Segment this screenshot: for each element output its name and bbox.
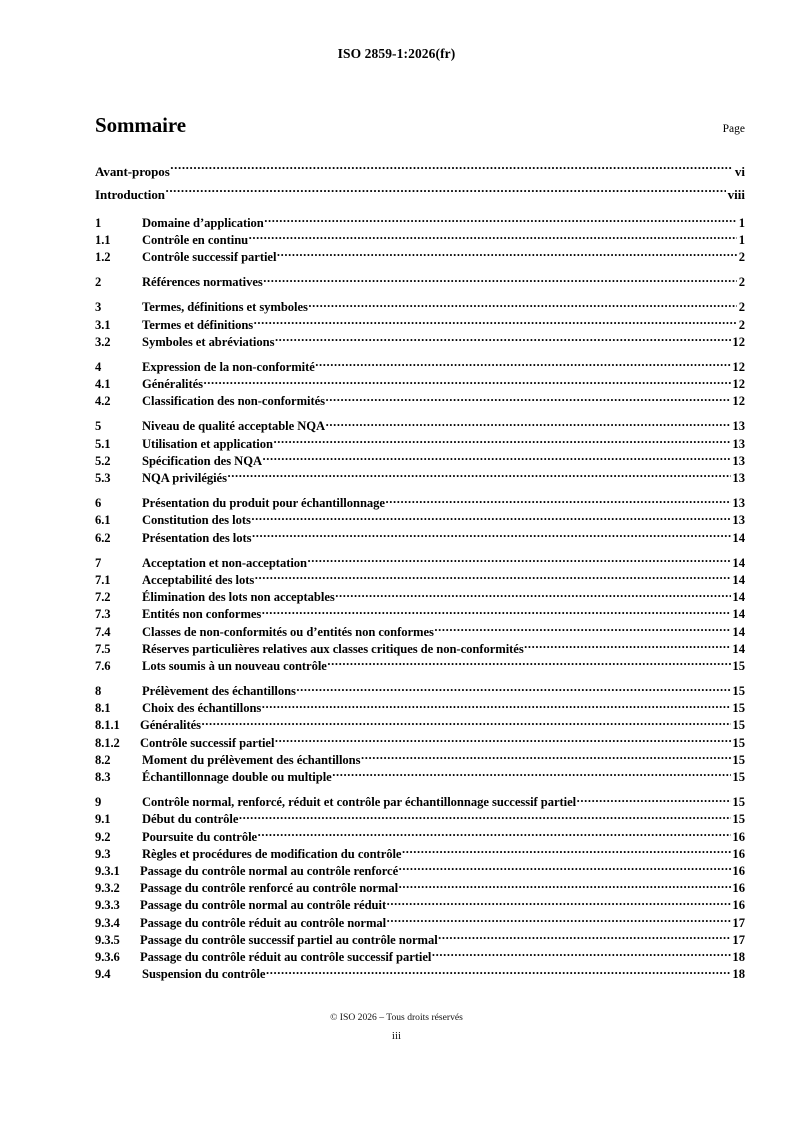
toc-dot-leader xyxy=(387,897,731,910)
toc-entry[interactable] xyxy=(95,333,745,350)
toc-entry[interactable] xyxy=(95,606,745,623)
toc-dot-leader xyxy=(387,914,731,927)
toc-entry-page: 1 xyxy=(738,215,745,230)
toc-entry[interactable] xyxy=(95,495,745,512)
toc-entry[interactable] xyxy=(95,589,745,606)
toc-dot-leader xyxy=(275,734,731,747)
toc-entry-title: Règles et procédures de modification du contrôle xyxy=(142,846,402,861)
toc-dot-leader xyxy=(438,931,731,944)
toc-entry[interactable] xyxy=(95,717,745,734)
toc-entry-page: 18 xyxy=(732,967,745,982)
toc-dot-leader xyxy=(252,529,731,542)
toc-entry-number: 7.3 xyxy=(95,607,111,622)
toc-entry-number: 6 xyxy=(95,496,102,511)
toc-entry[interactable] xyxy=(95,914,745,931)
toc-entry[interactable] xyxy=(95,214,745,231)
toc-entry-number: 6.1 xyxy=(95,513,111,528)
toc-entry-number: 7.6 xyxy=(95,658,111,673)
toc-entry-number: 7.1 xyxy=(95,572,111,587)
toc-entry-title: Constitution des lots xyxy=(142,513,251,528)
toc-entry-number: 6.2 xyxy=(95,530,111,545)
toc-entry[interactable] xyxy=(95,554,745,571)
toc-dot-leader xyxy=(251,512,731,525)
toc-entry-number: 8.1.1 xyxy=(95,718,120,733)
toc-entry[interactable] xyxy=(95,248,745,265)
toc-entry-page: 17 xyxy=(732,915,745,930)
toc-entry-number: 4 xyxy=(95,359,102,374)
toc-entry-page: 15 xyxy=(732,684,745,699)
toc-entry-number: 9.3.2 xyxy=(95,881,120,896)
toc-entry[interactable] xyxy=(95,880,745,897)
toc-entry-page: 14 xyxy=(732,530,745,545)
toc-dot-leader xyxy=(335,589,731,602)
toc-entry-number: 8.3 xyxy=(95,770,111,785)
toc-entry-number: 9.3.5 xyxy=(95,932,120,947)
toc-entry-title: Spécification des NQA xyxy=(142,453,262,468)
toc-entry-page: 15 xyxy=(732,735,745,750)
toc-dot-leader xyxy=(432,948,731,961)
footer-page-number: iii xyxy=(391,1030,402,1042)
toc-entry-title: Passage du contrôle renforcé au contrôle normal xyxy=(140,881,399,896)
toc-entry-page: 13 xyxy=(732,453,745,468)
toc-entry[interactable] xyxy=(95,571,745,588)
toc-dot-leader xyxy=(262,606,731,619)
toc-entry-page: 18 xyxy=(732,949,745,964)
toc-entry-title: Classification des non-conformités xyxy=(142,394,326,409)
toc-entry-number: 3.2 xyxy=(95,334,111,349)
toc-entry-number: 9.3.3 xyxy=(95,898,120,913)
toc-dot-leader xyxy=(434,623,731,636)
toc-entry[interactable] xyxy=(95,469,745,486)
toc-entry-title: Passage du contrôle normal au contrôle réduit xyxy=(140,898,387,913)
toc-dot-leader xyxy=(326,418,731,431)
toc-entry-number: 4.2 xyxy=(95,394,111,409)
toc-entry-number: 8 xyxy=(95,684,102,699)
toc-entry[interactable] xyxy=(95,623,745,640)
toc-entry-page: 14 xyxy=(732,590,745,605)
toc-entry-title: Niveau de qualité acceptable NQA xyxy=(142,419,326,434)
toc-entry-title: Termes, définitions et symboles xyxy=(142,300,308,315)
toc-entry-title: Acceptation et non-acceptation xyxy=(142,555,307,570)
toc-dot-leader xyxy=(402,845,731,858)
toc-dot-leader xyxy=(239,811,731,824)
toc-entry-page: 16 xyxy=(732,846,745,861)
toc-entry-title: Prélèvement des échantillons xyxy=(142,684,296,699)
toc-entry-title: Suspension du contrôle xyxy=(142,967,266,982)
toc-entry-page: 17 xyxy=(732,932,745,947)
toc-dot-leader xyxy=(165,186,726,199)
toc-entry-page: 12 xyxy=(732,394,745,409)
toc-dot-leader xyxy=(262,700,731,713)
toc-entry-number: 9 xyxy=(95,795,102,810)
toc-entry-title: Passage du contrôle successif partiel au contrôle normal xyxy=(140,932,438,947)
toc-entry-title: Introduction xyxy=(95,187,165,202)
toc-entry-page: 15 xyxy=(732,701,745,716)
toc-entry-title: Passage du contrôle réduit au contrôle normal xyxy=(140,915,387,930)
toc-entry-page: 13 xyxy=(732,436,745,451)
toc-entry-title: NQA privilégiés xyxy=(142,471,227,486)
toc-entry[interactable] xyxy=(95,700,745,717)
toc-entry-page: 1 xyxy=(738,232,745,247)
toc-dot-leader xyxy=(327,657,731,670)
toc-entry-number: 9.3.6 xyxy=(95,949,120,964)
page-title: Sommaire xyxy=(95,113,186,137)
toc-entry[interactable] xyxy=(95,376,745,393)
toc-entry-title: Passage du contrôle normal au contrôle renforcé xyxy=(140,863,399,878)
toc-entry-title: Avant-propos xyxy=(95,164,170,179)
toc-entry-title: Présentation des lots xyxy=(142,530,252,545)
toc-entry-title: Passage du contrôle réduit au contrôle successif partiel xyxy=(140,949,432,964)
toc-entry-page: 12 xyxy=(732,359,745,374)
toc-entry[interactable] xyxy=(95,768,745,785)
toc-entry[interactable] xyxy=(95,393,745,410)
toc-entry-number: 3 xyxy=(95,300,102,315)
page-column-label: Page xyxy=(722,123,745,135)
toc-entry-title: Généralités xyxy=(140,718,201,733)
table-of-contents xyxy=(95,160,745,983)
toc-entry-number: 5.2 xyxy=(95,453,111,468)
toc-entry-page: viii xyxy=(727,187,745,202)
toc-entry-number: 5.1 xyxy=(95,436,111,451)
toc-title-row xyxy=(95,113,745,138)
toc-dot-leader xyxy=(275,333,731,346)
toc-entry-page: 15 xyxy=(732,770,745,785)
toc-entry[interactable] xyxy=(95,231,745,248)
toc-dot-leader xyxy=(202,717,731,730)
toc-entry[interactable] xyxy=(95,418,745,435)
toc-dot-leader xyxy=(332,768,731,781)
toc-entry-title: Entités non conformes xyxy=(142,607,262,622)
toc-entry[interactable] xyxy=(95,316,745,333)
toc-entry-page: 12 xyxy=(732,377,745,392)
toc-dot-leader xyxy=(204,376,731,389)
toc-entry-title: Termes et définitions xyxy=(142,317,254,332)
toc-entry-title: Utilisation et application xyxy=(142,436,273,451)
toc-entry[interactable] xyxy=(95,358,745,375)
toc-dot-leader xyxy=(308,299,737,312)
toc-entry-title: Contrôle normal, renforcé, réduit et contrôle par échantillonnage successif partiel xyxy=(142,795,577,810)
toc-entry-number: 1.1 xyxy=(95,232,111,247)
toc-entry-page: 16 xyxy=(732,881,745,896)
toc-entry-title: Réserves particulières relatives aux classes critiques de non-conformités xyxy=(142,641,524,656)
toc-entry-number: 9.1 xyxy=(95,812,111,827)
toc-entry-page: 15 xyxy=(732,752,745,767)
toc-entry[interactable] xyxy=(95,794,745,811)
toc-entry[interactable] xyxy=(95,452,745,469)
toc-dot-leader xyxy=(263,452,731,465)
toc-entry-number: 5.3 xyxy=(95,471,111,486)
toc-entry[interactable] xyxy=(95,948,745,965)
toc-entry-title: Poursuite du contrôle xyxy=(142,829,258,844)
toc-entry-page: 15 xyxy=(732,658,745,673)
toc-entry-title: Contrôle successif partiel xyxy=(142,249,277,264)
toc-entry-page: 16 xyxy=(732,898,745,913)
toc-entry-page: 2 xyxy=(738,275,745,290)
toc-entry-title: Présentation du produit pour échantillonnage xyxy=(142,496,385,511)
toc-entry-number: 7.4 xyxy=(95,624,111,639)
toc-entry[interactable] xyxy=(95,811,745,828)
toc-entry-number: 4.1 xyxy=(95,377,111,392)
toc-entry-page: 14 xyxy=(732,641,745,656)
toc-dot-leader xyxy=(264,214,737,227)
toc-dot-leader xyxy=(258,828,731,841)
toc-entry-number: 9.3 xyxy=(95,846,111,861)
toc-entry-number: 7.2 xyxy=(95,590,111,605)
toc-entry-title: Choix des échantillons xyxy=(142,701,262,716)
toc-entry-page: 14 xyxy=(732,624,745,639)
toc-dot-leader xyxy=(308,554,731,567)
toc-entry[interactable] xyxy=(95,299,745,316)
running-header: ISO 2859-1:2026(fr) xyxy=(337,46,456,61)
toc-entry-page: 2 xyxy=(738,300,745,315)
toc-entry-title: Généralités xyxy=(142,377,203,392)
toc-entry[interactable] xyxy=(95,183,745,206)
toc-entry[interactable] xyxy=(95,512,745,529)
toc-entry-page: 16 xyxy=(732,829,745,844)
toc-dot-leader xyxy=(524,640,731,653)
toc-dot-leader xyxy=(315,358,731,371)
toc-entry-page: 2 xyxy=(738,317,745,332)
toc-entry-number: 8.2 xyxy=(95,752,111,767)
toc-entry[interactable] xyxy=(95,160,745,183)
toc-dot-leader xyxy=(326,393,731,406)
toc-entry-page: 16 xyxy=(732,863,745,878)
toc-entry[interactable] xyxy=(95,529,745,546)
toc-entry-page: 13 xyxy=(732,419,745,434)
toc-dot-leader xyxy=(296,683,731,696)
toc-dot-leader xyxy=(385,495,730,508)
toc-dot-leader xyxy=(227,469,730,482)
toc-entry-title: Contrôle en continu xyxy=(142,232,249,247)
toc-dot-leader xyxy=(249,231,738,244)
toc-entry[interactable] xyxy=(95,734,745,751)
toc-entry-title: Contrôle successif partiel xyxy=(140,735,275,750)
toc-entry-number: 1 xyxy=(95,215,102,230)
toc-entry-number: 2 xyxy=(95,275,102,290)
toc-entry-page: 13 xyxy=(732,471,745,486)
toc-entry[interactable] xyxy=(95,845,745,862)
toc-entry[interactable] xyxy=(95,640,745,657)
toc-entry-number: 3.1 xyxy=(95,317,111,332)
toc-entry-title: Élimination des lots non acceptables xyxy=(142,590,335,605)
toc-entry-title: Domaine d’application xyxy=(142,215,264,230)
toc-entry-title: Expression de la non-conformité xyxy=(142,359,315,374)
toc-entry-page: vi xyxy=(734,164,745,179)
toc-dot-leader xyxy=(255,571,731,584)
toc-dot-leader xyxy=(273,435,730,448)
toc-entry-page: 13 xyxy=(732,496,745,511)
toc-dot-leader xyxy=(254,316,738,329)
toc-dot-leader xyxy=(266,966,731,979)
toc-dot-leader xyxy=(170,163,733,176)
toc-entry[interactable] xyxy=(95,862,745,879)
toc-entry[interactable] xyxy=(95,435,745,452)
toc-dot-leader xyxy=(399,880,731,893)
toc-dot-leader xyxy=(399,862,731,875)
toc-entry-number: 8.1 xyxy=(95,701,111,716)
toc-entry[interactable] xyxy=(95,931,745,948)
toc-entry-number: 1.2 xyxy=(95,249,111,264)
toc-entry-page: 13 xyxy=(732,513,745,528)
toc-entry-title: Acceptabilité des lots xyxy=(142,572,255,587)
toc-entry[interactable] xyxy=(95,897,745,914)
footer-copyright: © ISO 2026 – Tous droits réservés xyxy=(330,1012,463,1023)
toc-entry-number: 9.4 xyxy=(95,967,111,982)
toc-dot-leader xyxy=(361,751,731,764)
toc-dot-leader xyxy=(263,274,737,287)
toc-entry-number: 7 xyxy=(95,555,102,570)
toc-entry[interactable] xyxy=(95,274,745,291)
toc-entry-title: Références normatives xyxy=(142,275,263,290)
toc-entry-number: 9.2 xyxy=(95,829,111,844)
toc-entry-title: Moment du prélèvement des échantillons xyxy=(142,752,361,767)
toc-entry-title: Lots soumis à un nouveau contrôle xyxy=(142,658,327,673)
toc-entry[interactable] xyxy=(95,683,745,700)
toc-entry-page: 15 xyxy=(732,795,745,810)
toc-entry[interactable] xyxy=(95,751,745,768)
toc-entry-page: 15 xyxy=(732,812,745,827)
toc-entry-page: 14 xyxy=(732,555,745,570)
toc-entry-number: 9.3.1 xyxy=(95,863,120,878)
toc-entry-number: 9.3.4 xyxy=(95,915,120,930)
toc-entry-title: Échantillonnage double ou multiple xyxy=(142,770,332,785)
toc-entry-title: Symboles et abréviations xyxy=(142,334,275,349)
toc-entry-page: 2 xyxy=(738,249,745,264)
toc-entry-number: 5 xyxy=(95,419,102,434)
toc-entry-page: 12 xyxy=(732,334,745,349)
toc-entry[interactable] xyxy=(95,966,745,983)
toc-entry-title: Début du contrôle xyxy=(142,812,239,827)
toc-entry-number: 7.5 xyxy=(95,641,111,656)
toc-entry-page: 14 xyxy=(732,607,745,622)
toc-entry-page: 15 xyxy=(732,718,745,733)
toc-entry[interactable] xyxy=(95,657,745,674)
toc-entry[interactable] xyxy=(95,828,745,845)
toc-entry-page: 14 xyxy=(732,572,745,587)
toc-dot-leader xyxy=(277,248,737,261)
toc-entry-number: 8.1.2 xyxy=(95,735,120,750)
toc-dot-leader xyxy=(577,794,731,807)
toc-entry-title: Classes de non-conformités ou d’entités non conformes xyxy=(142,624,434,639)
